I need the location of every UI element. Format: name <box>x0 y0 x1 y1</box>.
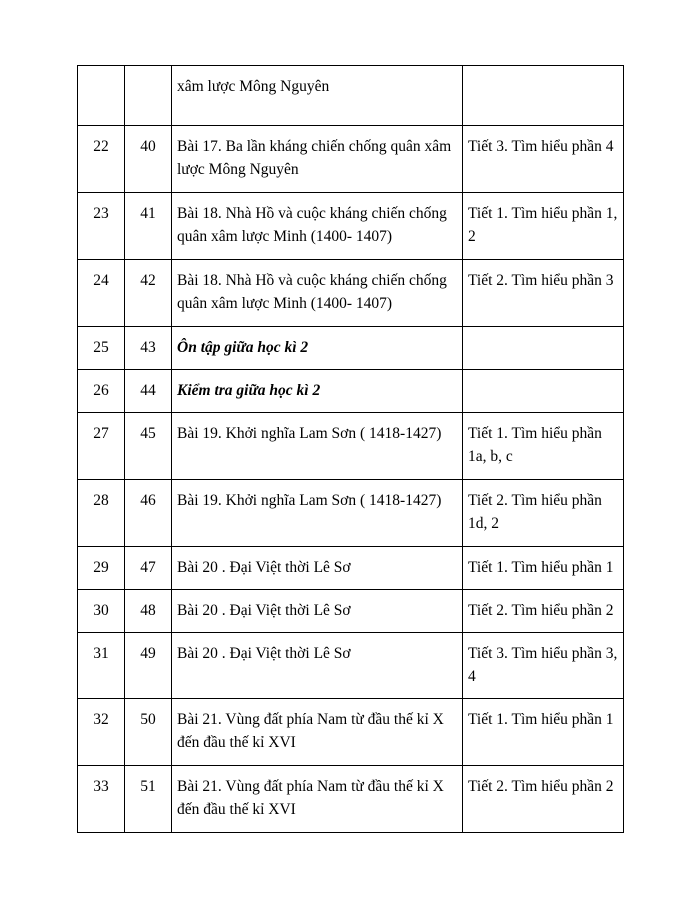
lesson-title-cell: Bài 17. Ba lần kháng chiến chống quân xâm lược Mông Nguyên <box>172 126 463 193</box>
week-number-cell: 22 <box>78 126 125 193</box>
lesson-note-cell: Tiết 1. Tìm hiểu phần 1, 2 <box>463 193 624 260</box>
period-number-cell <box>125 66 172 126</box>
period-number-cell: 42 <box>125 260 172 327</box>
lesson-note-cell: Tiết 2. Tìm hiểu phần 2 <box>463 766 624 833</box>
lesson-title-cell: Bài 18. Nhà Hồ và cuộc kháng chiến chống quân xâm lược Minh (1400- 1407) <box>172 260 463 327</box>
lesson-note-cell: Tiết 1. Tìm hiểu phần 1 <box>463 547 624 590</box>
table-row <box>78 766 624 833</box>
table-row <box>78 260 624 327</box>
period-number-cell: 47 <box>125 547 172 590</box>
lesson-title-cell: Bài 21. Vùng đất phía Nam từ đầu thế kỉ X đến đầu thế kỉ XVI <box>172 766 463 833</box>
lesson-title-cell: Bài 19. Khởi nghĩa Lam Sơn ( 1418-1427) <box>172 413 463 480</box>
period-number-cell: 49 <box>125 633 172 699</box>
table-row <box>78 633 624 699</box>
week-number-cell: 33 <box>78 766 125 833</box>
lesson-title-cell: xâm lược Mông Nguyên <box>172 66 463 126</box>
lesson-title-cell: Bài 19. Khởi nghĩa Lam Sơn ( 1418-1427) <box>172 480 463 547</box>
week-number-cell: 26 <box>78 370 125 413</box>
lesson-title-cell: Bài 20 . Đại Việt thời Lê Sơ <box>172 633 463 699</box>
week-number-cell: 27 <box>78 413 125 480</box>
lesson-note-cell <box>463 327 624 370</box>
week-number-cell <box>78 66 125 126</box>
lesson-title-cell: Kiểm tra giữa học kì 2 <box>172 370 463 413</box>
table-row <box>78 590 624 633</box>
table-body <box>78 66 624 833</box>
period-number-cell: 51 <box>125 766 172 833</box>
lesson-title-cell: Bài 20 . Đại Việt thời Lê Sơ <box>172 547 463 590</box>
lesson-title-cell: Ôn tập giữa học kì 2 <box>172 327 463 370</box>
table-row <box>78 547 624 590</box>
lesson-note-cell: Tiết 2. Tìm hiểu phần 2 <box>463 590 624 633</box>
week-number-cell: 31 <box>78 633 125 699</box>
lesson-note-cell: Tiết 1. Tìm hiểu phần 1a, b, c <box>463 413 624 480</box>
lesson-note-cell <box>463 66 624 126</box>
curriculum-table <box>77 65 624 833</box>
week-number-cell: 30 <box>78 590 125 633</box>
lesson-note-cell: Tiết 3. Tìm hiểu phần 3, 4 <box>463 633 624 699</box>
table-row <box>78 413 624 480</box>
week-number-cell: 28 <box>78 480 125 547</box>
week-number-cell: 32 <box>78 699 125 766</box>
table-row <box>78 370 624 413</box>
period-number-cell: 46 <box>125 480 172 547</box>
period-number-cell: 48 <box>125 590 172 633</box>
lesson-title-cell: Bài 18. Nhà Hồ và cuộc kháng chiến chống quân xâm lược Minh (1400- 1407) <box>172 193 463 260</box>
period-number-cell: 41 <box>125 193 172 260</box>
period-number-cell: 45 <box>125 413 172 480</box>
table-row <box>78 480 624 547</box>
lesson-note-cell: Tiết 3. Tìm hiểu phần 4 <box>463 126 624 193</box>
lesson-note-cell <box>463 370 624 413</box>
table-row <box>78 66 624 126</box>
period-number-cell: 44 <box>125 370 172 413</box>
table-row <box>78 699 624 766</box>
week-number-cell: 29 <box>78 547 125 590</box>
period-number-cell: 43 <box>125 327 172 370</box>
lesson-title-cell: Bài 20 . Đại Việt thời Lê Sơ <box>172 590 463 633</box>
table-row <box>78 126 624 193</box>
week-number-cell: 23 <box>78 193 125 260</box>
table-row <box>78 193 624 260</box>
week-number-cell: 25 <box>78 327 125 370</box>
week-number-cell: 24 <box>78 260 125 327</box>
period-number-cell: 50 <box>125 699 172 766</box>
lesson-note-cell: Tiết 2. Tìm hiểu phần 3 <box>463 260 624 327</box>
lesson-note-cell: Tiết 2. Tìm hiểu phần 1d, 2 <box>463 480 624 547</box>
period-number-cell: 40 <box>125 126 172 193</box>
lesson-title-cell: Bài 21. Vùng đất phía Nam từ đầu thế kỉ X đến đầu thế kỉ XVI <box>172 699 463 766</box>
table-row <box>78 327 624 370</box>
lesson-note-cell: Tiết 1. Tìm hiểu phần 1 <box>463 699 624 766</box>
